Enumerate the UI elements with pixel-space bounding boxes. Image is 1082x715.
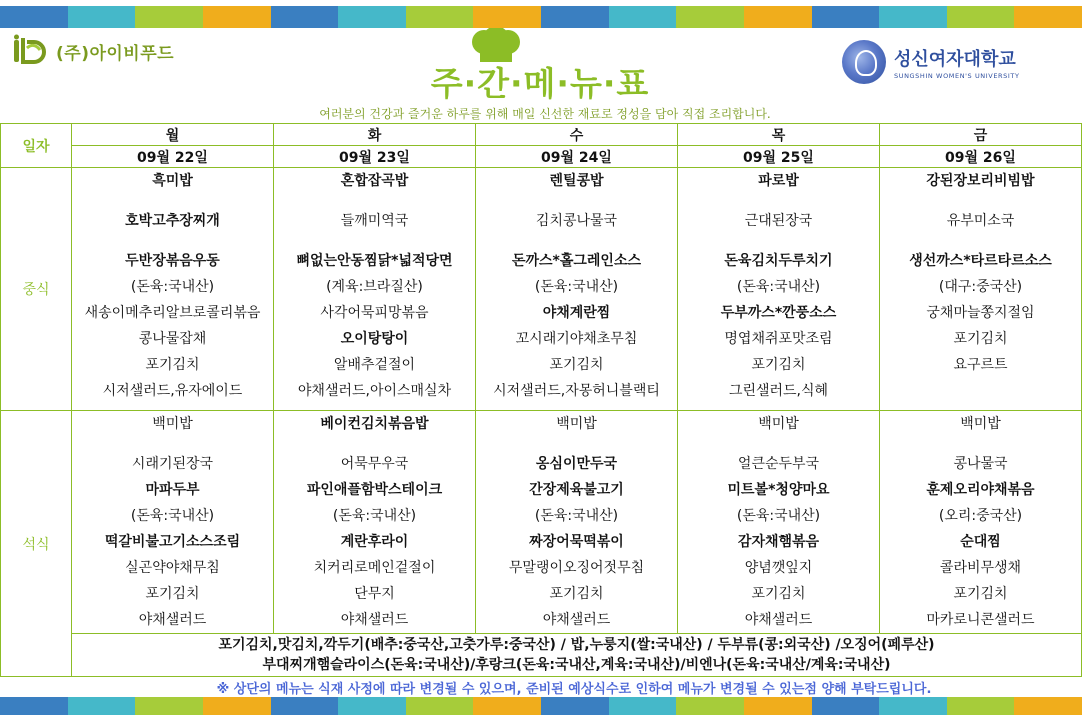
university-name-en: SUNGSHIN WOMEN'S UNIVERSITY [894, 71, 1020, 80]
weekday-fri: 금 [880, 124, 1082, 146]
menu-item: 포기김치 [549, 586, 604, 602]
menu-item: 콜라비무생채 [939, 560, 1022, 576]
menu-item [880, 378, 1081, 392]
menu-item: 백미밥 [960, 416, 1001, 432]
menu-item: 궁채마늘쫑지절임 [926, 305, 1035, 321]
stripe-segment [541, 697, 609, 715]
menu-item: 야채샐러드 [542, 612, 611, 628]
menu-item: (돈육:국내산) [130, 279, 215, 295]
stripe-segment [271, 6, 339, 28]
menu-item: 파로밥 [758, 173, 799, 189]
weekday-mon: 월 [72, 124, 274, 146]
dinner-mon [72, 411, 274, 634]
stripe-segment [203, 697, 271, 715]
menu-item: 실곤약야채무침 [125, 560, 220, 576]
menu-item: 포기김치 [145, 357, 200, 373]
menu-item: 오이탕탕이 [340, 331, 409, 347]
menu-item: 감자채햄볶음 [737, 534, 820, 550]
stripe-segment [473, 6, 541, 28]
menu-item: 백미밥 [758, 416, 799, 432]
menu-item: 야채샐러드,아이스매실차 [297, 383, 452, 399]
menu-item: 호박고추장찌개 [125, 213, 220, 229]
stripe-segment [609, 697, 677, 715]
top-color-stripe [0, 6, 1082, 28]
stripe-segment [406, 6, 474, 28]
menu-item: 두반장볶음우동 [125, 253, 220, 269]
menu-item: 시저샐러드,자몽허니블랙티 [493, 383, 660, 399]
menu-item: 베이컨김치볶음밥 [320, 416, 429, 432]
menu-item: 포기김치 [145, 586, 200, 602]
menu-item: 야채계란찜 [542, 305, 611, 321]
menu-item: 간장제육불고기 [529, 482, 624, 498]
menu-item: (돈육:국내산) [736, 279, 821, 295]
menu-item: 콩나물잡채 [138, 331, 207, 347]
weekday-tue: 화 [274, 124, 476, 146]
menu-item: 혼합잡곡밥 [340, 173, 409, 189]
menu-item [72, 194, 273, 208]
menu-item: 훈제오리야채볶음 [926, 482, 1035, 498]
lunch-thu [678, 168, 880, 411]
menu-item: 포기김치 [751, 357, 806, 373]
notice-text: ※ 상단의 메뉴는 식재 사정에 따라 변경될 수 있으며, 준비된 예상식수로 인하여 메뉴가 변경될 수 있는점 양해 부탁드립니다. [216, 682, 932, 697]
stripe-segment [947, 697, 1015, 715]
menu-item: 근대된장국 [744, 213, 813, 229]
stripe-segment [406, 697, 474, 715]
menu-item [274, 234, 475, 248]
menu-item: 떡갈비불고기소스조림 [104, 534, 241, 550]
menu-item: 백미밥 [556, 416, 597, 432]
menu-item: 명엽채쥐포맛조림 [724, 331, 833, 347]
stripe-segment [812, 697, 880, 715]
menu-item [274, 194, 475, 208]
date-tue: 09월 23일 [274, 146, 476, 168]
stripe-segment [676, 6, 744, 28]
menu-item [880, 437, 1081, 451]
stripe-segment [473, 697, 541, 715]
menu-item: 양념깻잎지 [744, 560, 813, 576]
menu-item [678, 194, 879, 208]
date-label: 일자 [1, 124, 72, 168]
menu-item: 짜장어묵떡볶이 [529, 534, 624, 550]
ib-logo-icon [12, 34, 50, 68]
menu-item: 어묵무우국 [340, 456, 409, 472]
weekday-thu: 목 [678, 124, 880, 146]
stripe-segment [744, 6, 812, 28]
stripe-segment [947, 6, 1015, 28]
menu-item: 백미밥 [152, 416, 193, 432]
menu-item: 흑미밥 [152, 173, 193, 189]
menu-item: 생선까스*타르타르소스 [909, 253, 1052, 269]
menu-item: 새송이메추리알브로콜리볶음 [84, 305, 261, 321]
menu-item: 치커리로메인겉절이 [313, 560, 436, 576]
stripe-segment [879, 697, 947, 715]
menu-item: 두부까스*깐풍소스 [720, 305, 837, 321]
menu-item: 포기김치 [751, 586, 806, 602]
company-logo [12, 34, 174, 68]
dinner-wed [476, 411, 678, 634]
origin-info [72, 634, 1082, 677]
menu-item: 미트볼*청양마요 [727, 482, 830, 498]
origin-line-2: 부대찌개햄슬라이스(돈육:국내산)/후랑크(돈육:국내산,계육:국내산)/비엔나(돈육:국내산/계육:국내산) [262, 657, 891, 673]
menu-item: 야채샐러드 [744, 612, 813, 628]
menu-item: 렌틸콩밥 [549, 173, 604, 189]
stripe-segment [609, 6, 677, 28]
weekday-wed: 수 [476, 124, 678, 146]
company-name: (주)아이비푸드 [56, 43, 175, 64]
menu-item: (대구:중국산) [938, 279, 1023, 295]
menu-item [880, 234, 1081, 248]
menu-item [476, 437, 677, 451]
menu-item: 돈육김치두루치기 [724, 253, 833, 269]
menu-item [476, 234, 677, 248]
dinner-fri [880, 411, 1082, 634]
menu-item: 콩나물국 [953, 456, 1008, 472]
stripe-segment [541, 6, 609, 28]
lunch-label: 중식 [1, 168, 72, 411]
menu-item: 야채샐러드 [340, 612, 409, 628]
menu-item: (오리:중국산) [938, 508, 1023, 524]
stripe-segment [68, 697, 136, 715]
menu-item: (돈육:국내산) [130, 508, 215, 524]
menu-item: (돈육:국내산) [332, 508, 417, 524]
stripe-segment [812, 6, 880, 28]
lunch-tue [274, 168, 476, 411]
menu-item: 들깨미역국 [340, 213, 409, 229]
stripe-segment [338, 6, 406, 28]
menu-item: 야채샐러드 [138, 612, 207, 628]
origin-line-1: 포기김치,맛김치,깍두기(배추:중국산,고춧가루:중국산) / 밥,누룽지(쌀:국내산) / 두부류(콩:외국산) /오징어(페루산) [218, 637, 935, 653]
stripe-segment [744, 697, 812, 715]
menu-item: 알배추겉절이 [333, 357, 416, 373]
menu-item: (돈육:국내산) [534, 508, 619, 524]
stripe-segment [0, 697, 68, 715]
menu-item: 순대찜 [960, 534, 1001, 550]
lunch-mon [72, 168, 274, 411]
menu-item: (돈육:국내산) [534, 279, 619, 295]
menu-item: 파인애플함박스테이크 [306, 482, 443, 498]
date-mon: 09월 22일 [72, 146, 274, 168]
menu-item: 시래기된장국 [131, 456, 214, 472]
university-logo [842, 40, 1020, 84]
menu-item [678, 437, 879, 451]
stripe-segment [135, 697, 203, 715]
page-subtitle: 여러분의 건강과 즐거운 하루를 위해 매일 신선한 재료로 정성을 담아 직접 조리합니다. [319, 107, 771, 121]
menu-item: 돈까스*홀그레인소스 [511, 253, 642, 269]
menu-item [678, 234, 879, 248]
menu-item: 꼬시래기야채초무침 [515, 331, 638, 347]
date-fri: 09월 26일 [880, 146, 1082, 168]
stripe-segment [676, 697, 744, 715]
menu-item [72, 234, 273, 248]
menu-item: 뼈없는안동찜닭*넓적당면 [296, 253, 453, 269]
university-name-ko: 성신여자대학교 [894, 48, 1016, 70]
lunch-fri [880, 168, 1082, 411]
dinner-thu [678, 411, 880, 634]
menu-item: 마카로니콘샐러드 [926, 612, 1035, 628]
stripe-segment [135, 6, 203, 28]
menu-item [880, 194, 1081, 208]
stripe-segment [1014, 6, 1082, 28]
dinner-tue [274, 411, 476, 634]
weekly-menu-table [0, 123, 1082, 677]
menu-item: 유부미소국 [946, 213, 1015, 229]
menu-item: 포기김치 [953, 331, 1008, 347]
weekday-row [1, 124, 1082, 146]
menu-item: 사각어묵피망볶음 [320, 305, 429, 321]
menu-item [72, 437, 273, 451]
menu-item: 강된장보리비빔밥 [926, 173, 1035, 189]
stripe-segment [203, 6, 271, 28]
menu-item: (돈육:국내산) [736, 508, 821, 524]
menu-item: 얼큰순두부국 [737, 456, 820, 472]
menu-item: 요구르트 [953, 357, 1008, 373]
date-thu: 09월 25일 [678, 146, 880, 168]
menu-item: 계란후라이 [340, 534, 409, 550]
page-title: 주·간·메·뉴·표 [430, 64, 650, 103]
menu-item: 옹심이만두국 [535, 456, 618, 472]
stripe-segment [271, 697, 339, 715]
menu-item [274, 437, 475, 451]
university-emblem-icon [842, 40, 886, 84]
menu-item: 그린샐러드,식혜 [728, 383, 829, 399]
lunch-row [1, 168, 1082, 411]
menu-item: 단무지 [354, 586, 395, 602]
stripe-segment [1014, 697, 1082, 715]
menu-item: 시저샐러드,유자에이드 [102, 383, 243, 399]
origin-row [1, 634, 1082, 677]
date-wed: 09월 24일 [476, 146, 678, 168]
dinner-label: 석식 [1, 411, 72, 677]
menu-item: 포기김치 [953, 586, 1008, 602]
lunch-wed [476, 168, 678, 411]
menu-item: 포기김치 [549, 357, 604, 373]
menu-item: 무말랭이오징어젓무침 [508, 560, 645, 576]
menu-item [476, 194, 677, 208]
dinner-row [1, 411, 1082, 634]
stripe-segment [338, 697, 406, 715]
menu-item: 마파두부 [145, 482, 200, 498]
date-row [1, 146, 1082, 168]
menu-item: (계육:브라질산) [326, 279, 423, 295]
stripe-segment [879, 6, 947, 28]
bottom-color-stripe [0, 697, 1082, 715]
stripe-segment [68, 6, 136, 28]
stripe-segment [0, 6, 68, 28]
menu-item: 김치콩나물국 [535, 213, 618, 229]
